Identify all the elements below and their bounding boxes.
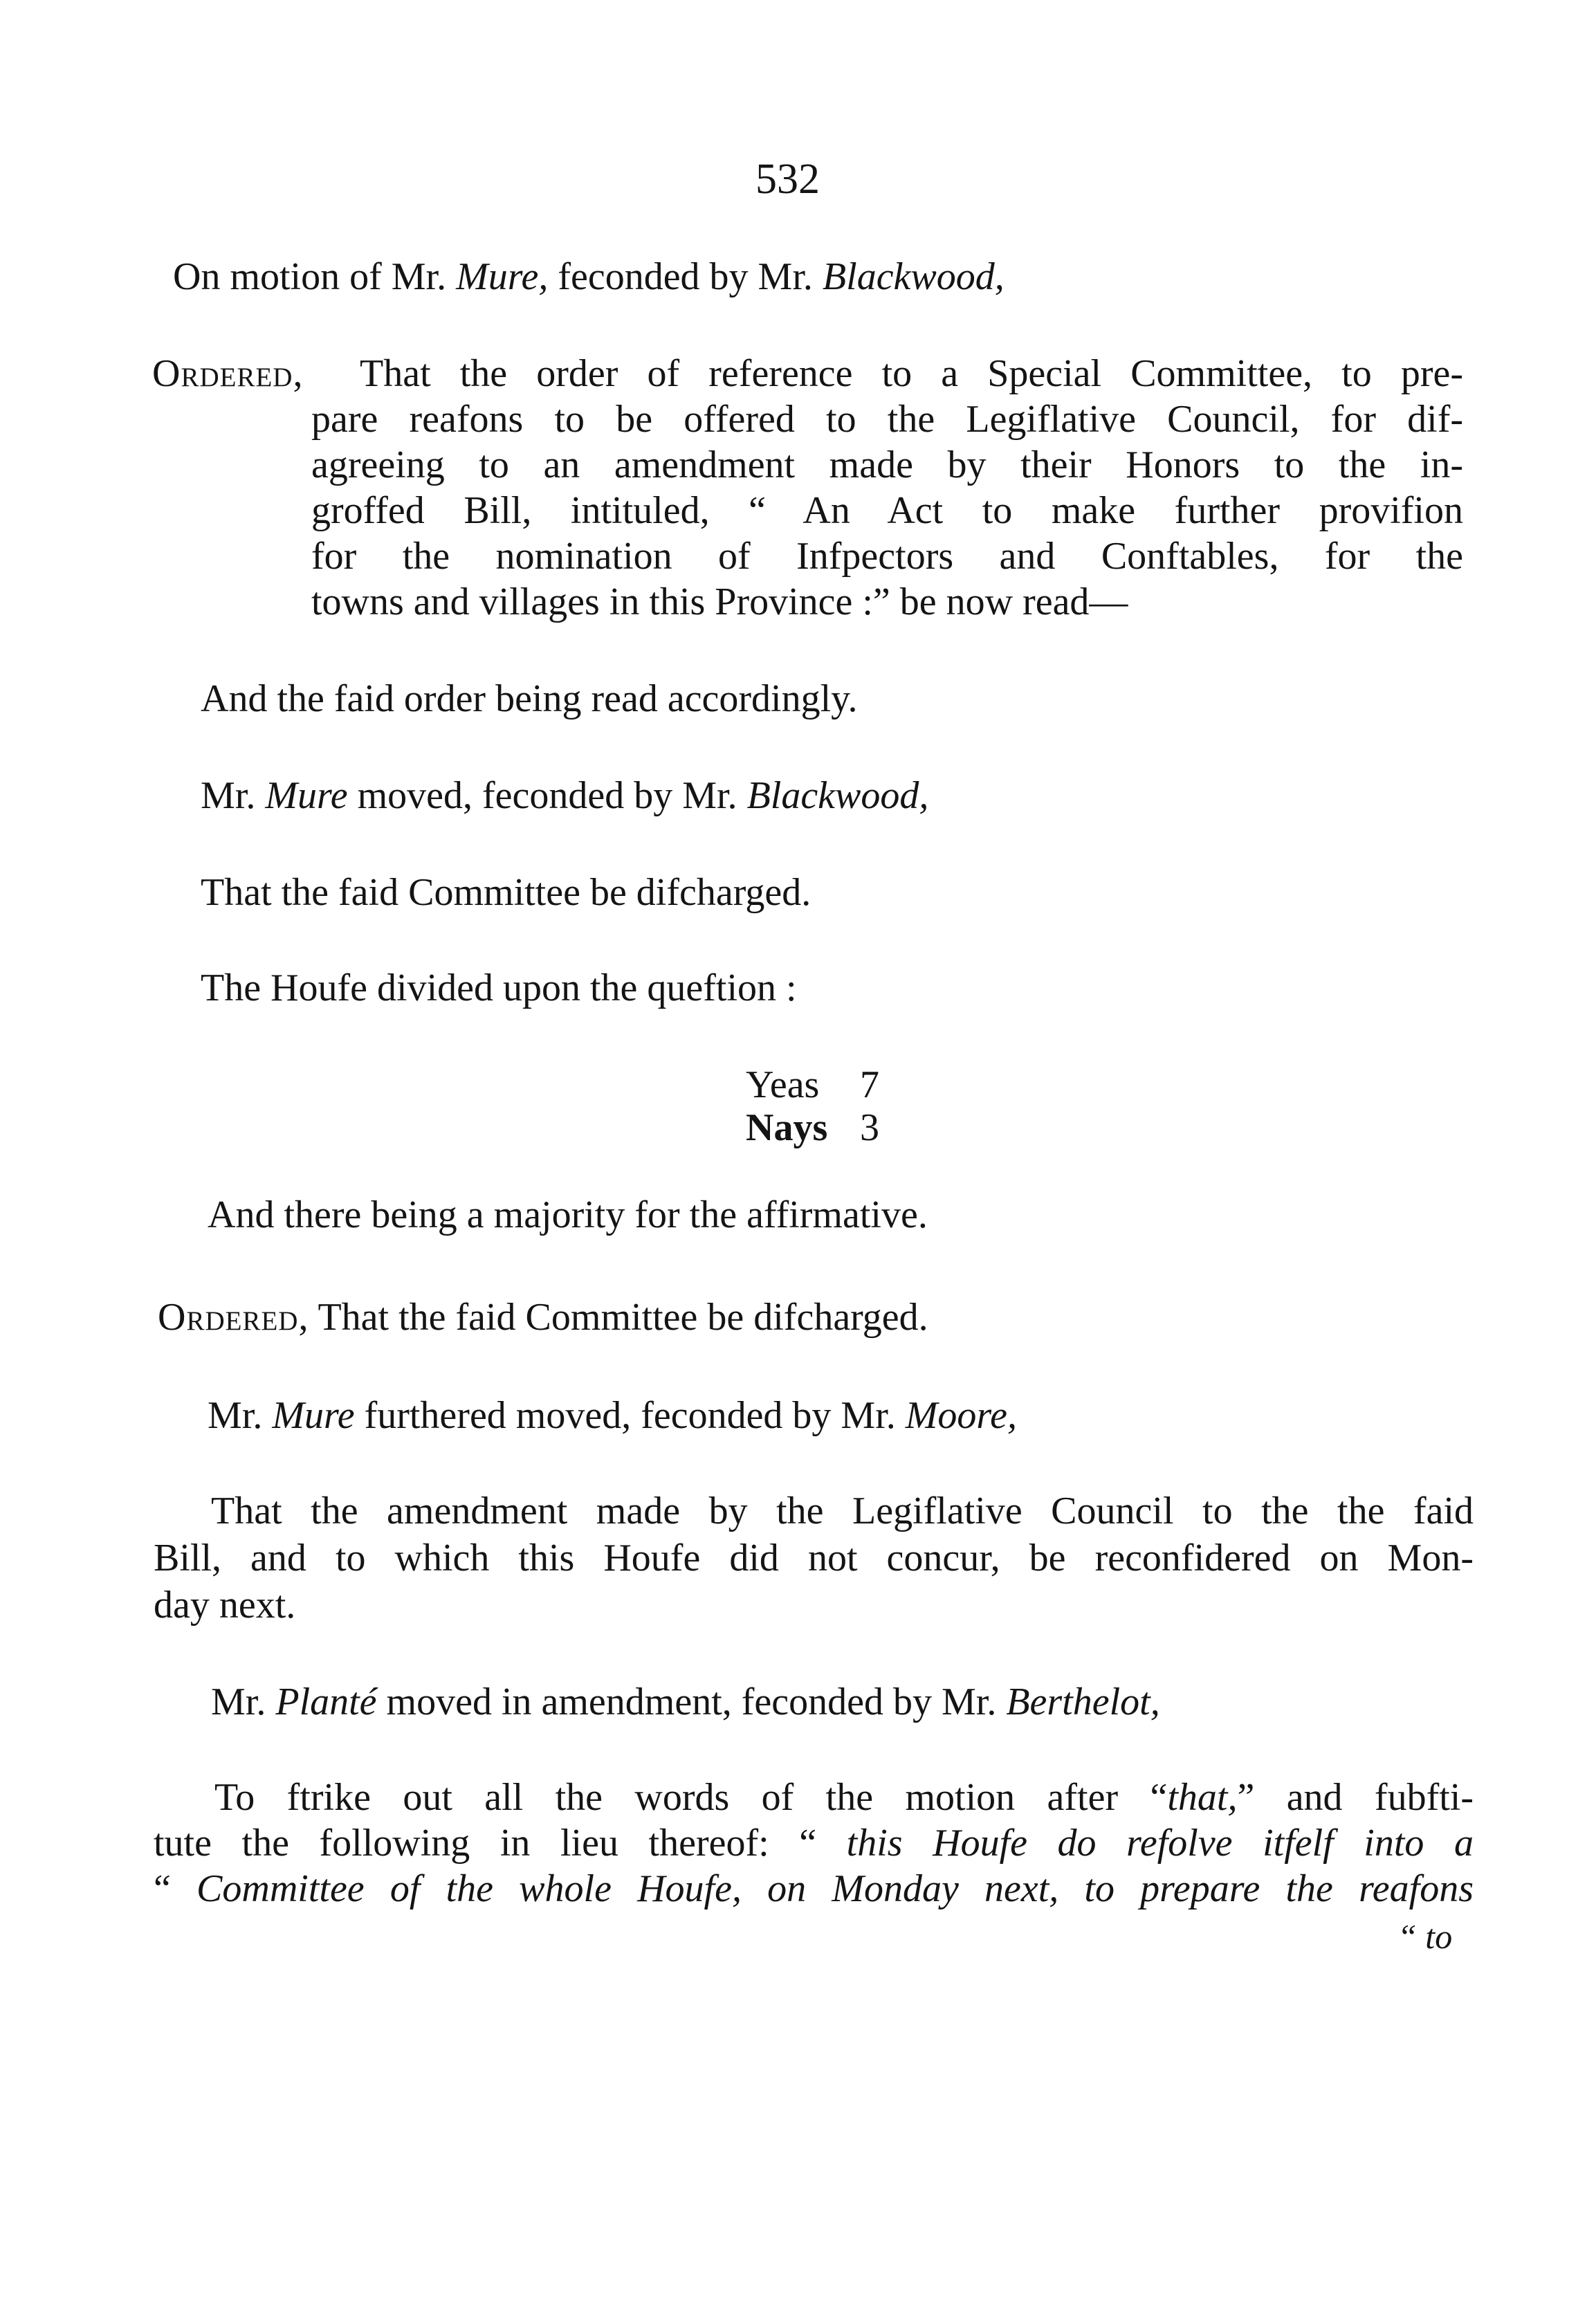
member-name: Planté	[275, 1680, 377, 1723]
reading-line: And the faid order being read accordingly.	[201, 677, 858, 720]
member-name: Mure	[265, 774, 348, 817]
member-name: Blackwood,	[746, 774, 929, 817]
yeas-tally	[746, 1065, 879, 1104]
majority-line: And there being a majority for the affirmative.	[208, 1193, 928, 1236]
motion-text-line: That the faid Committee be difcharged.	[201, 871, 811, 914]
strike-text-line: tute the following in lieu thereof: “ this Houfe do refolve itfelf into a	[154, 1822, 1474, 1865]
page-number: 532	[755, 156, 820, 203]
nays-count: 3	[860, 1106, 879, 1149]
yeas-label: Yeas	[746, 1063, 820, 1106]
order-text-line: That the order of reference to a Special Committee, to pre-	[360, 352, 1463, 395]
nays-label: Nays	[746, 1106, 828, 1149]
motion-line: Mr. Mure moved, feconded by Mr. Blackwood,	[201, 774, 929, 817]
ordered-line	[152, 354, 303, 393]
motion-line: Mr. Planté moved in amendment, feconded by Mr. Berthelot,	[211, 1680, 1160, 1723]
nays-tally	[746, 1108, 879, 1147]
amendment-text-line: That the amendment made by the Legiflative Council to the the faid	[211, 1490, 1474, 1532]
order-text-line: pare reafons to be offered to the Legiflative Council, for dif-	[311, 398, 1463, 441]
motion-line: Mr. Mure furthered moved, feconded by Mr. Moore,	[208, 1394, 1017, 1437]
yeas-count: 7	[860, 1063, 879, 1106]
amendment-text-line: Bill, and to which this Houfe did not concur, be reconfidered on Mon-	[154, 1537, 1474, 1579]
member-name: Mure	[272, 1394, 355, 1437]
ordered-line: Ordered, That the faid Committee be difcharged.	[158, 1296, 928, 1339]
order-text-line: groffed Bill, intituled, “ An Act to make further provifion	[311, 489, 1463, 532]
order-text-line: agreeing to an amendment made by their Honors to the in-	[311, 443, 1463, 486]
member-name: Berthelot,	[1006, 1680, 1160, 1723]
ordered-label: Ordered,	[158, 1296, 309, 1339]
order-text-line: for the nomination of Infpectors and Conftables, for the	[311, 535, 1463, 578]
ordered-label: Ordered,	[152, 352, 304, 395]
division-line: The Houfe divided upon the queftion :	[201, 967, 797, 1009]
catchword: “ to	[1397, 1917, 1453, 1956]
motion-line: On motion of Mr. Mure, feconded by Mr. Blackwood,	[173, 255, 1005, 298]
strike-text-line: To ftrike out all the words of the motion after “that,” and fubfti-	[214, 1776, 1474, 1819]
member-name: Moore,	[905, 1394, 1017, 1437]
order-text-line: towns and villages in this Province :” be now read—	[311, 580, 1128, 623]
member-name: Blackwood,	[822, 255, 1005, 298]
strike-text-line: “ Committee of the whole Houfe, on Monday next, to prepare the reafons	[154, 1867, 1474, 1910]
amendment-text-line: day next.	[154, 1584, 296, 1627]
member-name: Mure,	[456, 255, 549, 298]
